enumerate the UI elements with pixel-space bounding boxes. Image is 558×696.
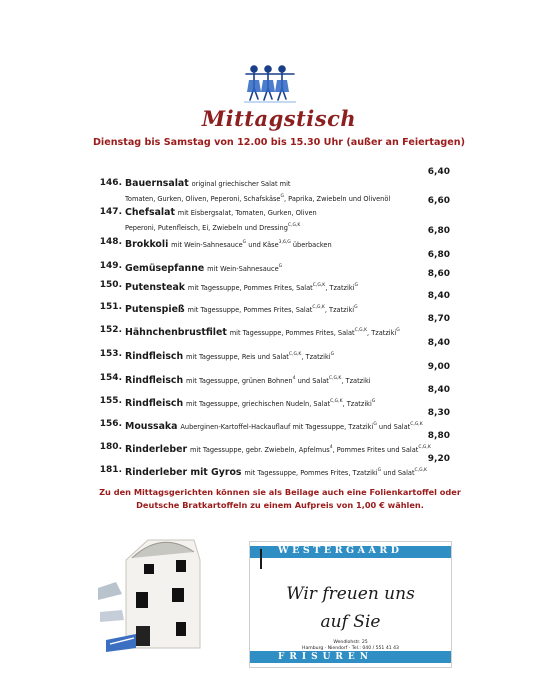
allergen-code: G bbox=[371, 399, 376, 404]
item-name: Bauernsalat bbox=[125, 178, 189, 189]
item-number: 180. bbox=[99, 442, 122, 452]
ad-slogan-line-1: Wir freuen uns bbox=[286, 584, 415, 604]
item-description bbox=[125, 373, 415, 388]
ad-tagline: FRISUREN bbox=[278, 652, 373, 662]
allergen-code: 4 bbox=[329, 445, 333, 450]
item-detail-2: und Salat bbox=[376, 423, 411, 431]
item-price: 8,40 bbox=[427, 385, 450, 395]
item-detail-2: Peperoni, Putenfleisch, Ei, Zwiebeln und Dressing bbox=[125, 223, 288, 232]
item-detail: mit Tagessuppe, griechischen Nudeln, Salat bbox=[186, 400, 331, 408]
item-detail: mit Tagessuppe, Pommes Frites, Salat bbox=[187, 306, 313, 314]
item-number: 156. bbox=[99, 419, 122, 429]
item-detail-2: , Tzatziki bbox=[301, 353, 331, 361]
item-number: 147. bbox=[99, 207, 122, 217]
greek-dancers-illustration bbox=[242, 62, 298, 104]
item-detail: mit Tagessuppe, gebr. Zwiebeln, Apfelmus bbox=[189, 446, 330, 454]
item-description bbox=[125, 237, 415, 252]
allergen-code: C,G,K bbox=[328, 376, 342, 381]
item-price: 8,40 bbox=[427, 291, 450, 301]
item-price: 9,20 bbox=[427, 454, 450, 464]
item-number: 151. bbox=[99, 302, 122, 312]
westergaard-advertisement bbox=[249, 541, 452, 668]
item-detail-2: und Salat bbox=[295, 377, 329, 385]
item-description bbox=[125, 178, 415, 205]
item-description bbox=[125, 349, 415, 364]
item-name: Moussaka bbox=[125, 421, 178, 432]
item-price: 8,70 bbox=[427, 314, 450, 324]
item-number: 149. bbox=[99, 261, 122, 271]
item-detail: mit Tagessuppe, Reis und Salat bbox=[186, 353, 289, 361]
item-name: Gemüsepfanne bbox=[125, 263, 205, 274]
allergen-code: G bbox=[278, 264, 283, 269]
allergen-code: C,G,K bbox=[414, 468, 427, 473]
item-name: Rinderleber bbox=[125, 444, 188, 455]
item-number: 181. bbox=[99, 465, 122, 475]
item-name: Chefsalat bbox=[125, 207, 175, 218]
allergen-code: C,G,K bbox=[418, 445, 431, 450]
ad-slogan-line-2: auf Sie bbox=[320, 612, 381, 632]
item-name: Putensteak bbox=[125, 282, 186, 293]
item-name: Rindfleisch bbox=[125, 375, 184, 386]
item-price: 9,00 bbox=[427, 362, 450, 372]
allergen-code: G bbox=[330, 352, 335, 357]
item-detail-2: Tomaten, Gurken, Oliven, Peperoni, Schafskäse bbox=[125, 194, 281, 203]
item-detail-2: , Tzatziki bbox=[367, 329, 397, 337]
item-description bbox=[125, 280, 415, 295]
item-detail: mit Tagessuppe, grünen Bohnen bbox=[186, 377, 293, 385]
allergen-code: G bbox=[354, 283, 358, 288]
ad-address bbox=[250, 640, 451, 651]
ad-brand: WESTERGAARD bbox=[278, 545, 403, 556]
item-number: 155. bbox=[99, 396, 122, 406]
item-detail: mit Wein-Sahnesauce bbox=[207, 265, 279, 273]
item-detail: mit Tagessuppe, Pommes Frites, Salat bbox=[229, 329, 355, 337]
item-price: 6,80 bbox=[427, 226, 450, 236]
item-number: 153. bbox=[99, 349, 122, 359]
item-detail-3: , Paprika, Zwiebeln und Olivenöl bbox=[283, 194, 391, 203]
allergen-code: C,G,K bbox=[354, 328, 368, 333]
item-detail-2: und Käse bbox=[246, 241, 279, 249]
item-name: Rinderleber mit Gyros bbox=[125, 467, 242, 478]
item-detail-2: , Tzatziki bbox=[325, 284, 355, 292]
item-detail-3: , Tzatziki bbox=[341, 377, 371, 385]
allergen-code: C,G,K bbox=[312, 305, 325, 310]
item-name: Rindfleisch bbox=[125, 398, 184, 409]
item-detail: mit Tagessuppe, Pommes Frites, Salat bbox=[187, 284, 313, 292]
item-number: 154. bbox=[99, 373, 122, 383]
item-description bbox=[125, 302, 415, 317]
item-name: Hähnchenbrustfilet bbox=[125, 327, 227, 338]
item-price: 8,30 bbox=[427, 408, 450, 418]
item-detail-3: überbacken bbox=[290, 241, 332, 249]
item-description bbox=[125, 419, 423, 434]
item-price: 8,80 bbox=[427, 431, 450, 441]
item-number: 150. bbox=[99, 280, 122, 290]
allergen-code: G bbox=[280, 193, 284, 199]
ad-city-phone: Hamburg · Niendorf · Tel.: 040 / 551 41 43 bbox=[302, 645, 399, 651]
item-price: 6,40 bbox=[427, 167, 450, 177]
allergen-code: G bbox=[396, 328, 400, 333]
allergen-code: 4 bbox=[292, 376, 296, 381]
page-title: Mittagstisch bbox=[201, 106, 357, 131]
item-description bbox=[125, 207, 415, 234]
item-number: 148. bbox=[99, 237, 122, 247]
allergen-code: G bbox=[377, 468, 382, 473]
allergen-code: G bbox=[242, 240, 247, 245]
item-price: 8,40 bbox=[427, 338, 450, 348]
item-description bbox=[125, 261, 415, 276]
allergen-code: C,G,K bbox=[287, 222, 301, 228]
item-detail-2: und Salat bbox=[381, 469, 415, 477]
note-line-2: Deutsche Bratkartoffeln zu einem Aufpreis von 1,00 € wählen. bbox=[136, 500, 424, 510]
item-name: Putenspieß bbox=[125, 304, 185, 315]
item-detail: mit Eisbergsalat, Tomaten, Gurken, Oliven bbox=[177, 209, 317, 217]
item-description bbox=[125, 396, 415, 411]
item-description bbox=[125, 442, 431, 457]
item-detail-2: , Tzatziki bbox=[342, 400, 372, 408]
allergen-code: C,G,K bbox=[288, 352, 302, 357]
item-price: 8,60 bbox=[427, 269, 450, 279]
item-detail: mit Tagessuppe, Pommes Frites, Tzatziki bbox=[244, 469, 378, 477]
item-number: 146. bbox=[99, 178, 122, 188]
item-name: Brokkoli bbox=[125, 239, 169, 250]
allergen-code: C,G,K bbox=[330, 399, 343, 404]
item-description bbox=[125, 465, 427, 480]
item-detail-2: , Pommes Frites und Salat bbox=[332, 446, 419, 454]
allergen-code: 3,6,G bbox=[278, 240, 291, 245]
opening-hours: Dienstag bis Samstag von 12.00 bis 15.30 Uhr (außer an Feiertagen) bbox=[92, 137, 466, 148]
side-dish-note bbox=[90, 486, 470, 512]
item-description bbox=[125, 325, 415, 340]
note-line-1: Zu den Mittagsgerichten können sie als Beilage auch eine Folienkartoffel oder bbox=[99, 487, 461, 497]
item-name: Rindfleisch bbox=[125, 351, 184, 362]
item-detail-2: , Tzatziki bbox=[324, 306, 355, 314]
item-number: 152. bbox=[99, 325, 122, 335]
allergen-code: C,G,K bbox=[312, 283, 326, 288]
windmill-illustration bbox=[96, 530, 206, 655]
allergen-code: C,G,K bbox=[410, 422, 423, 427]
ad-street: Wendlohstr. 25 bbox=[333, 640, 368, 645]
item-detail: Auberginen-Kartoffel-Hackauflauf mit Tagessuppe, Tzatziki bbox=[180, 423, 374, 431]
item-detail: original griechischer Salat mit bbox=[191, 180, 291, 188]
ad-divider-bar bbox=[260, 549, 262, 569]
item-detail: mit Wein-Sahnesauce bbox=[171, 241, 243, 249]
allergen-code: G bbox=[373, 422, 377, 427]
allergen-code: G bbox=[354, 305, 358, 310]
item-price: 6,60 bbox=[427, 196, 450, 206]
item-price: 6,80 bbox=[427, 250, 450, 260]
